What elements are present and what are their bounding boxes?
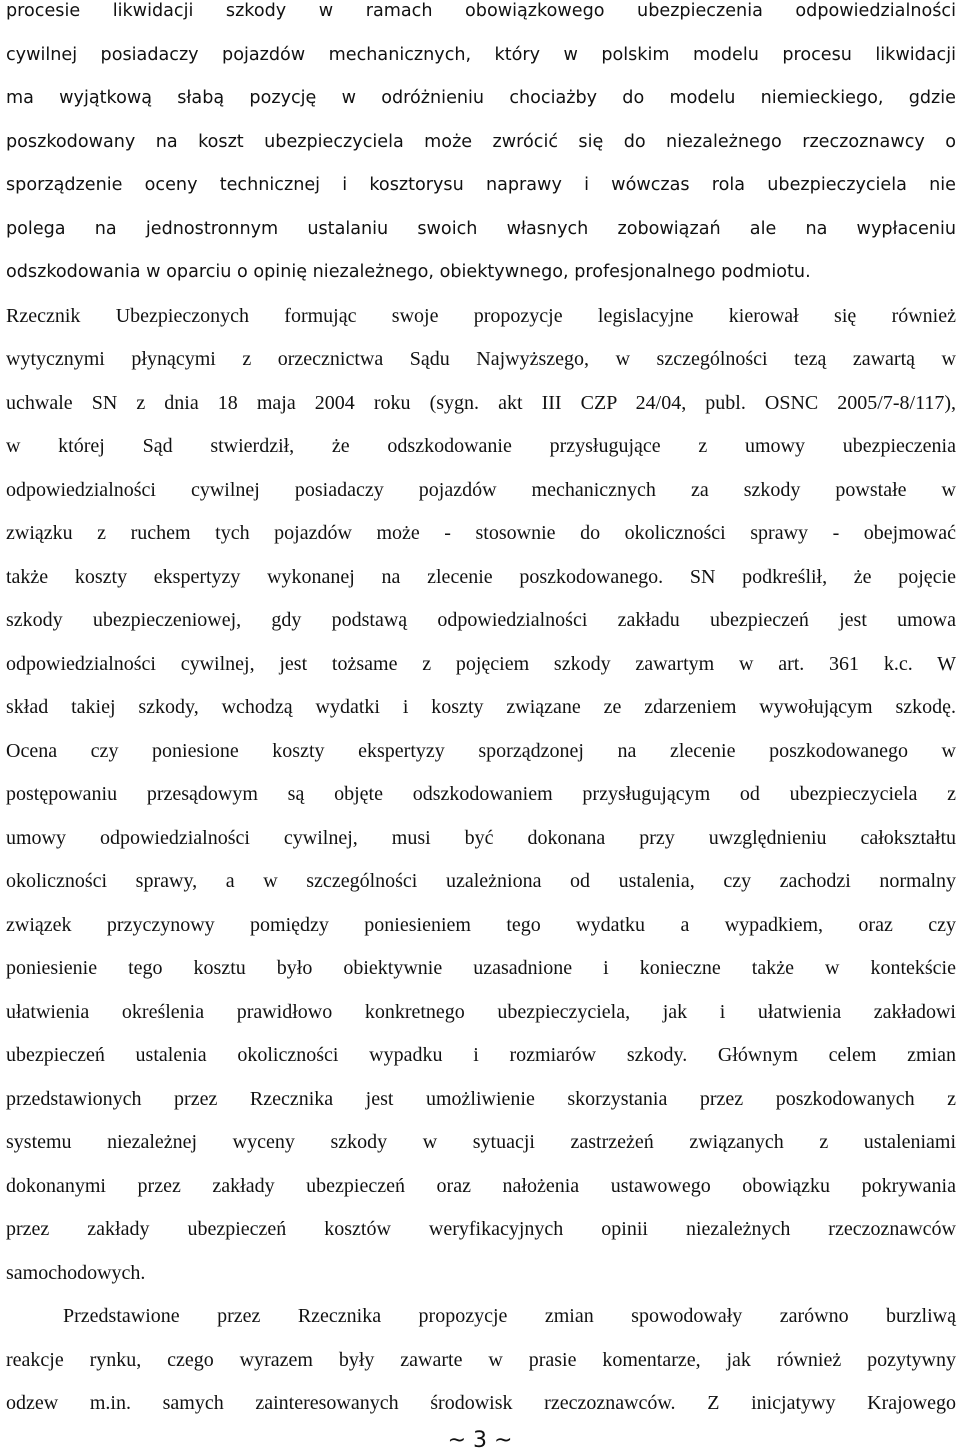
text-line: w której Sąd stwierdził, że odszkodowanie przysługujące z umowy ubezpieczenia xyxy=(6,435,956,457)
text-line: przedstawionych przez Rzecznika jest umożliwienie skorzystania przez poszkodowanych z xyxy=(6,1087,956,1110)
text-line: wytycznymi płynącymi z orzecznictwa Sądu Najwyższego, w szczególności tezą zawartą w xyxy=(6,348,956,370)
text-line: sporządzenie oceny technicznej i kosztorysu naprawy i wówczas rola ubezpieczyciela nie xyxy=(6,175,956,195)
text-line: przez zakłady ubezpieczeń kosztów weryfikacyjnych opinii niezależnych rzeczoznawców xyxy=(6,1218,956,1240)
text-line: okoliczności sprawy, a w szczególności uzależniona od ustalenia, czy zachodzi normalny xyxy=(6,870,956,892)
document-page xyxy=(6,0,956,1456)
text-line: skład takiej szkody, wchodzą wydatki i koszty związane ze zdarzeniem wywołującym szkodę. xyxy=(6,696,956,718)
text-line: odpowiedzialności cywilnej posiadaczy pojazdów mechanicznych za szkody powstałe w xyxy=(6,478,956,501)
text-line: Ocena czy poniesione koszty ekspertyzy sporządzonej na zlecenie poszkodowanego w xyxy=(6,739,956,762)
text-line: Przedstawione przez Rzecznika propozycje zmian spowodowały zarówno burzliwą xyxy=(63,1305,956,1327)
text-line: postępowaniu przesądowym są objęte odszkodowaniem przysługującym od ubezpieczyciela z xyxy=(6,783,956,805)
text-line: Rzecznik Ubezpieczonych formując swoje propozycje legislacyjne kierował się również xyxy=(6,304,956,327)
text-line: cywilnej posiadaczy pojazdów mechanicznych, który w polskim modelu procesu likwidacji xyxy=(6,44,956,65)
text-line: umowy odpowiedzialności cywilnej, musi być dokonana przy uwzględnieniu całokształtu xyxy=(6,826,956,849)
text-line: odszkodowania w oparciu o opinię niezależnego, obiektywnego, profesjonalnego podmiotu. xyxy=(6,262,811,282)
text-line: także koszty ekspertyzy wykonanej na zlecenie poszkodowanego. SN podkreślił, że pojęcie xyxy=(6,565,956,588)
text-line: odpowiedzialności cywilnej, jest tożsame z pojęciem szkody zawartym w art. 361 k.c. W xyxy=(6,652,956,675)
text-line: polega na jednostronnym ustalaniu swoich własnych zobowiązań ale na wypłaceniu xyxy=(6,218,956,239)
text-line: poszkodowany na koszt ubezpieczyciela może zwrócić się do niezależnego rzeczoznawcy o xyxy=(6,131,956,152)
text-line: dokonanymi przez zakłady ubezpieczeń oraz nałożenia ustawowego obowiązku pokrywania xyxy=(6,1174,956,1197)
text-line: uchwale SN z dnia 18 maja 2004 roku (sygn. akt III CZP 24/04, publ. OSNC 2005/7-8/117), xyxy=(6,391,956,414)
text-line: ułatwienia określenia prawidłowo konkretnego ubezpieczyciela, jak i ułatwienia zakładowi xyxy=(6,1000,956,1023)
page-number: ~ 3 ~ xyxy=(447,1428,513,1453)
text-line: odzew m.in. samych zainteresowanych środowisk rzeczoznawców. Z inicjatywy Krajowego xyxy=(6,1392,956,1414)
text-line: procesie likwidacji szkody w ramach obowiązkowego ubezpieczenia odpowiedzialności xyxy=(6,1,956,21)
text-line: szkody ubezpieczeniowej, gdy podstawą odpowiedzialności zakładu ubezpieczeń jest umowa xyxy=(6,609,956,631)
text-line: ubezpieczeń ustalenia okoliczności wypadku i rozmiarów szkody. Głównym celem zmian xyxy=(6,1044,956,1066)
text-line: samochodowych. xyxy=(6,1261,146,1284)
text-line: poniesienie tego kosztu było obiektywnie uzasadnione i konieczne także w kontekście xyxy=(6,957,956,979)
text-line: ma wyjątkową słabą pozycję w odróżnieniu chociażby do modelu niemieckiego, gdzie xyxy=(6,88,956,108)
text-line: związku z ruchem tych pojazdów może - stosownie do okoliczności sprawy - obejmować xyxy=(6,522,956,544)
text-line: systemu niezależnej wyceny szkody w sytuacji zastrzeżeń związanych z ustaleniami xyxy=(6,1131,956,1153)
text-line: związek przyczynowy pomiędzy poniesieniem tego wydatku a wypadkiem, oraz czy xyxy=(6,913,956,936)
text-line: reakcje rynku, czego wyrazem były zawarte w prasie komentarze, jak również pozytywny xyxy=(6,1348,956,1371)
